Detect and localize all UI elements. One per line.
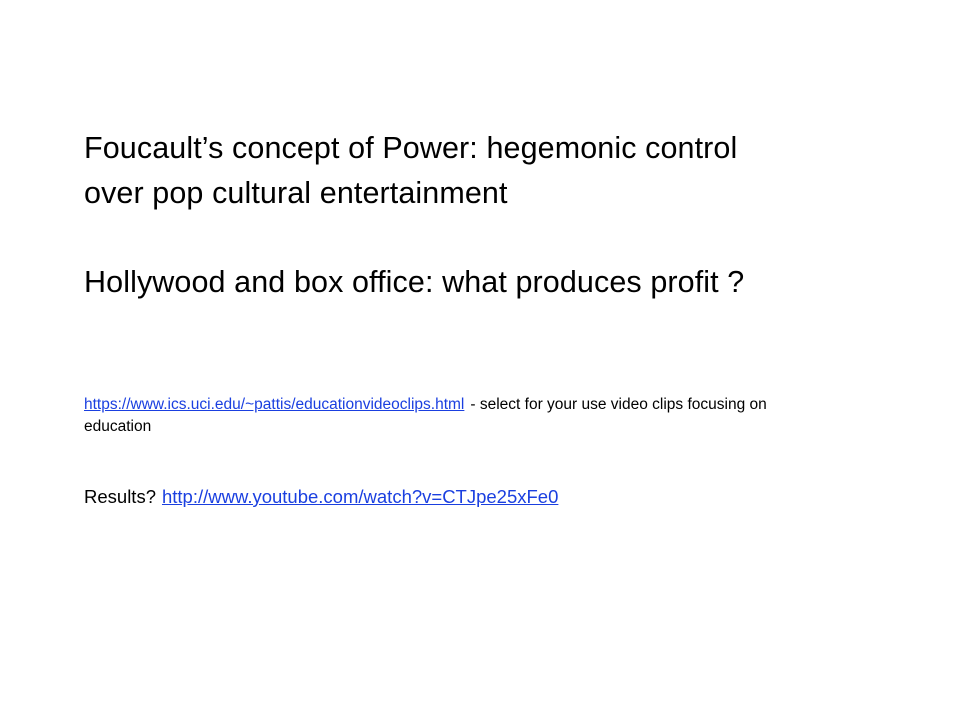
results-line bbox=[84, 484, 844, 510]
youtube-results-link[interactable]: http://www.youtube.com/watch?v=CTJpe25xFe0 bbox=[161, 486, 559, 507]
heading-foucault-power: Foucault’s concept of Power: hegemonic control over pop cultural entertainment bbox=[84, 131, 738, 210]
results-label: Results? bbox=[84, 486, 156, 507]
education-link-description: - select for your use video clips focusing on education bbox=[84, 396, 767, 435]
education-video-clips-link[interactable]: https://www.ics.uci.edu/~pattis/educationvideoclips.html bbox=[84, 396, 465, 413]
education-links-paragraph bbox=[84, 394, 784, 438]
heading-hollywood-box-office: Hollywood and box office: what produces profit ? bbox=[84, 265, 745, 299]
